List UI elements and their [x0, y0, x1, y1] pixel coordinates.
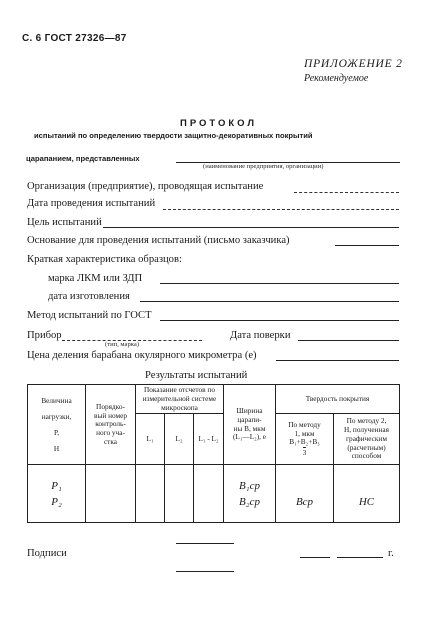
field-manufacture-date-label: дата изготовления [48, 291, 130, 302]
results-title: Результаты испытаний [145, 370, 248, 381]
field-organization-label: Организация (предприятие), проводящая испытание [27, 181, 264, 192]
field-device-label: Прибор [27, 330, 62, 341]
col-header-width: Ширина царапи- ны B, мкм (L₁—L₂), е [224, 385, 276, 465]
cell-l1[interactable] [136, 465, 165, 523]
protocol-title: ПРОТОКОЛ [180, 118, 258, 129]
field-manufacture-date-line[interactable] [140, 301, 399, 302]
cell-load-values: P₁ P₂ [28, 465, 86, 523]
cell-l1-minus-l2[interactable] [194, 465, 224, 523]
signature-label: Подписи [27, 548, 67, 559]
field-test-goal-line[interactable] [103, 227, 399, 228]
field-test-date-label: Дата проведения испытаний [27, 198, 156, 209]
col-header-readings: Показание отсчетов по измерительной системе микроскопа [136, 385, 224, 414]
field-scale-division-line[interactable] [276, 360, 399, 361]
field-verification-date-line[interactable] [298, 340, 399, 341]
col-header-method1: По методу 1, мкм B₁+B₂+B₃ 3 [276, 414, 334, 465]
field-basis-line[interactable] [335, 245, 399, 246]
col-header-l1-minus-l2: L₁ - L₂ [194, 414, 224, 465]
signature-line-1[interactable] [176, 543, 234, 544]
cell-l2[interactable] [165, 465, 194, 523]
field-lkm-brand-label: марка ЛКМ или ЗДП [48, 273, 143, 284]
field-organization-line[interactable] [294, 192, 399, 193]
protocol-subtitle-line1: испытаний по определению твердости защитно-декоративных покрытий [34, 131, 313, 140]
col-header-l1: L₁ [136, 414, 165, 465]
signature-day-line[interactable] [300, 557, 330, 558]
field-lkm-brand-line[interactable] [160, 283, 399, 284]
method1-formula-denominator: 3 [302, 448, 307, 457]
col-header-hardness: Твердость покрытия [276, 385, 400, 414]
field-method-label: Метод испытаний по ГОСТ [27, 310, 152, 321]
cell-method1-value: Bср [276, 465, 334, 523]
field-test-date-line[interactable] [163, 209, 399, 210]
results-table [27, 384, 400, 523]
field-verification-date-label: Дата поверки [230, 330, 291, 341]
signature-month-line[interactable] [337, 557, 383, 558]
signature-year-suffix: г. [388, 548, 394, 559]
protocol-subtitle-line2: царапанием, представленных [26, 154, 140, 163]
table-row [28, 465, 400, 523]
cell-method2-value: HC [334, 465, 400, 523]
enterprise-hint: (наименование предприятия, организации) [203, 163, 324, 170]
field-scale-division-label: Цена деления барабана окулярного микрометра (е) [27, 350, 257, 361]
samples-header: Краткая характеристика образцов: [27, 254, 182, 265]
field-basis-label: Основание для проведения испытаний (письмо заказчика) [27, 235, 290, 246]
appendix-title: ПРИЛОЖЕНИЕ 2 [304, 58, 403, 70]
col-header-serial: Порядко- вый номер контроль- ного уча- стка [86, 385, 136, 465]
signature-line-2[interactable] [176, 571, 234, 572]
col-header-l2: L₂ [165, 414, 194, 465]
cell-serial[interactable] [86, 465, 136, 523]
field-test-goal-label: Цель испытаний [27, 217, 102, 228]
field-method-line[interactable] [160, 320, 399, 321]
col-header-load: Величина нагрузки, P, Н [28, 385, 86, 465]
appendix-subtitle: Рекомендуемое [304, 73, 369, 84]
field-device-hint: (тип, марка) [105, 341, 140, 348]
col-header-method2: По методу 2, Н, полученная графическим (расчетным) способом [334, 414, 400, 465]
cell-width-values: B₁ср B₂ср [224, 465, 276, 523]
method1-formula-numerator: B₁+B₂+B₃ [289, 437, 320, 447]
page-reference: С. 6 ГОСТ 27326—87 [22, 33, 127, 44]
